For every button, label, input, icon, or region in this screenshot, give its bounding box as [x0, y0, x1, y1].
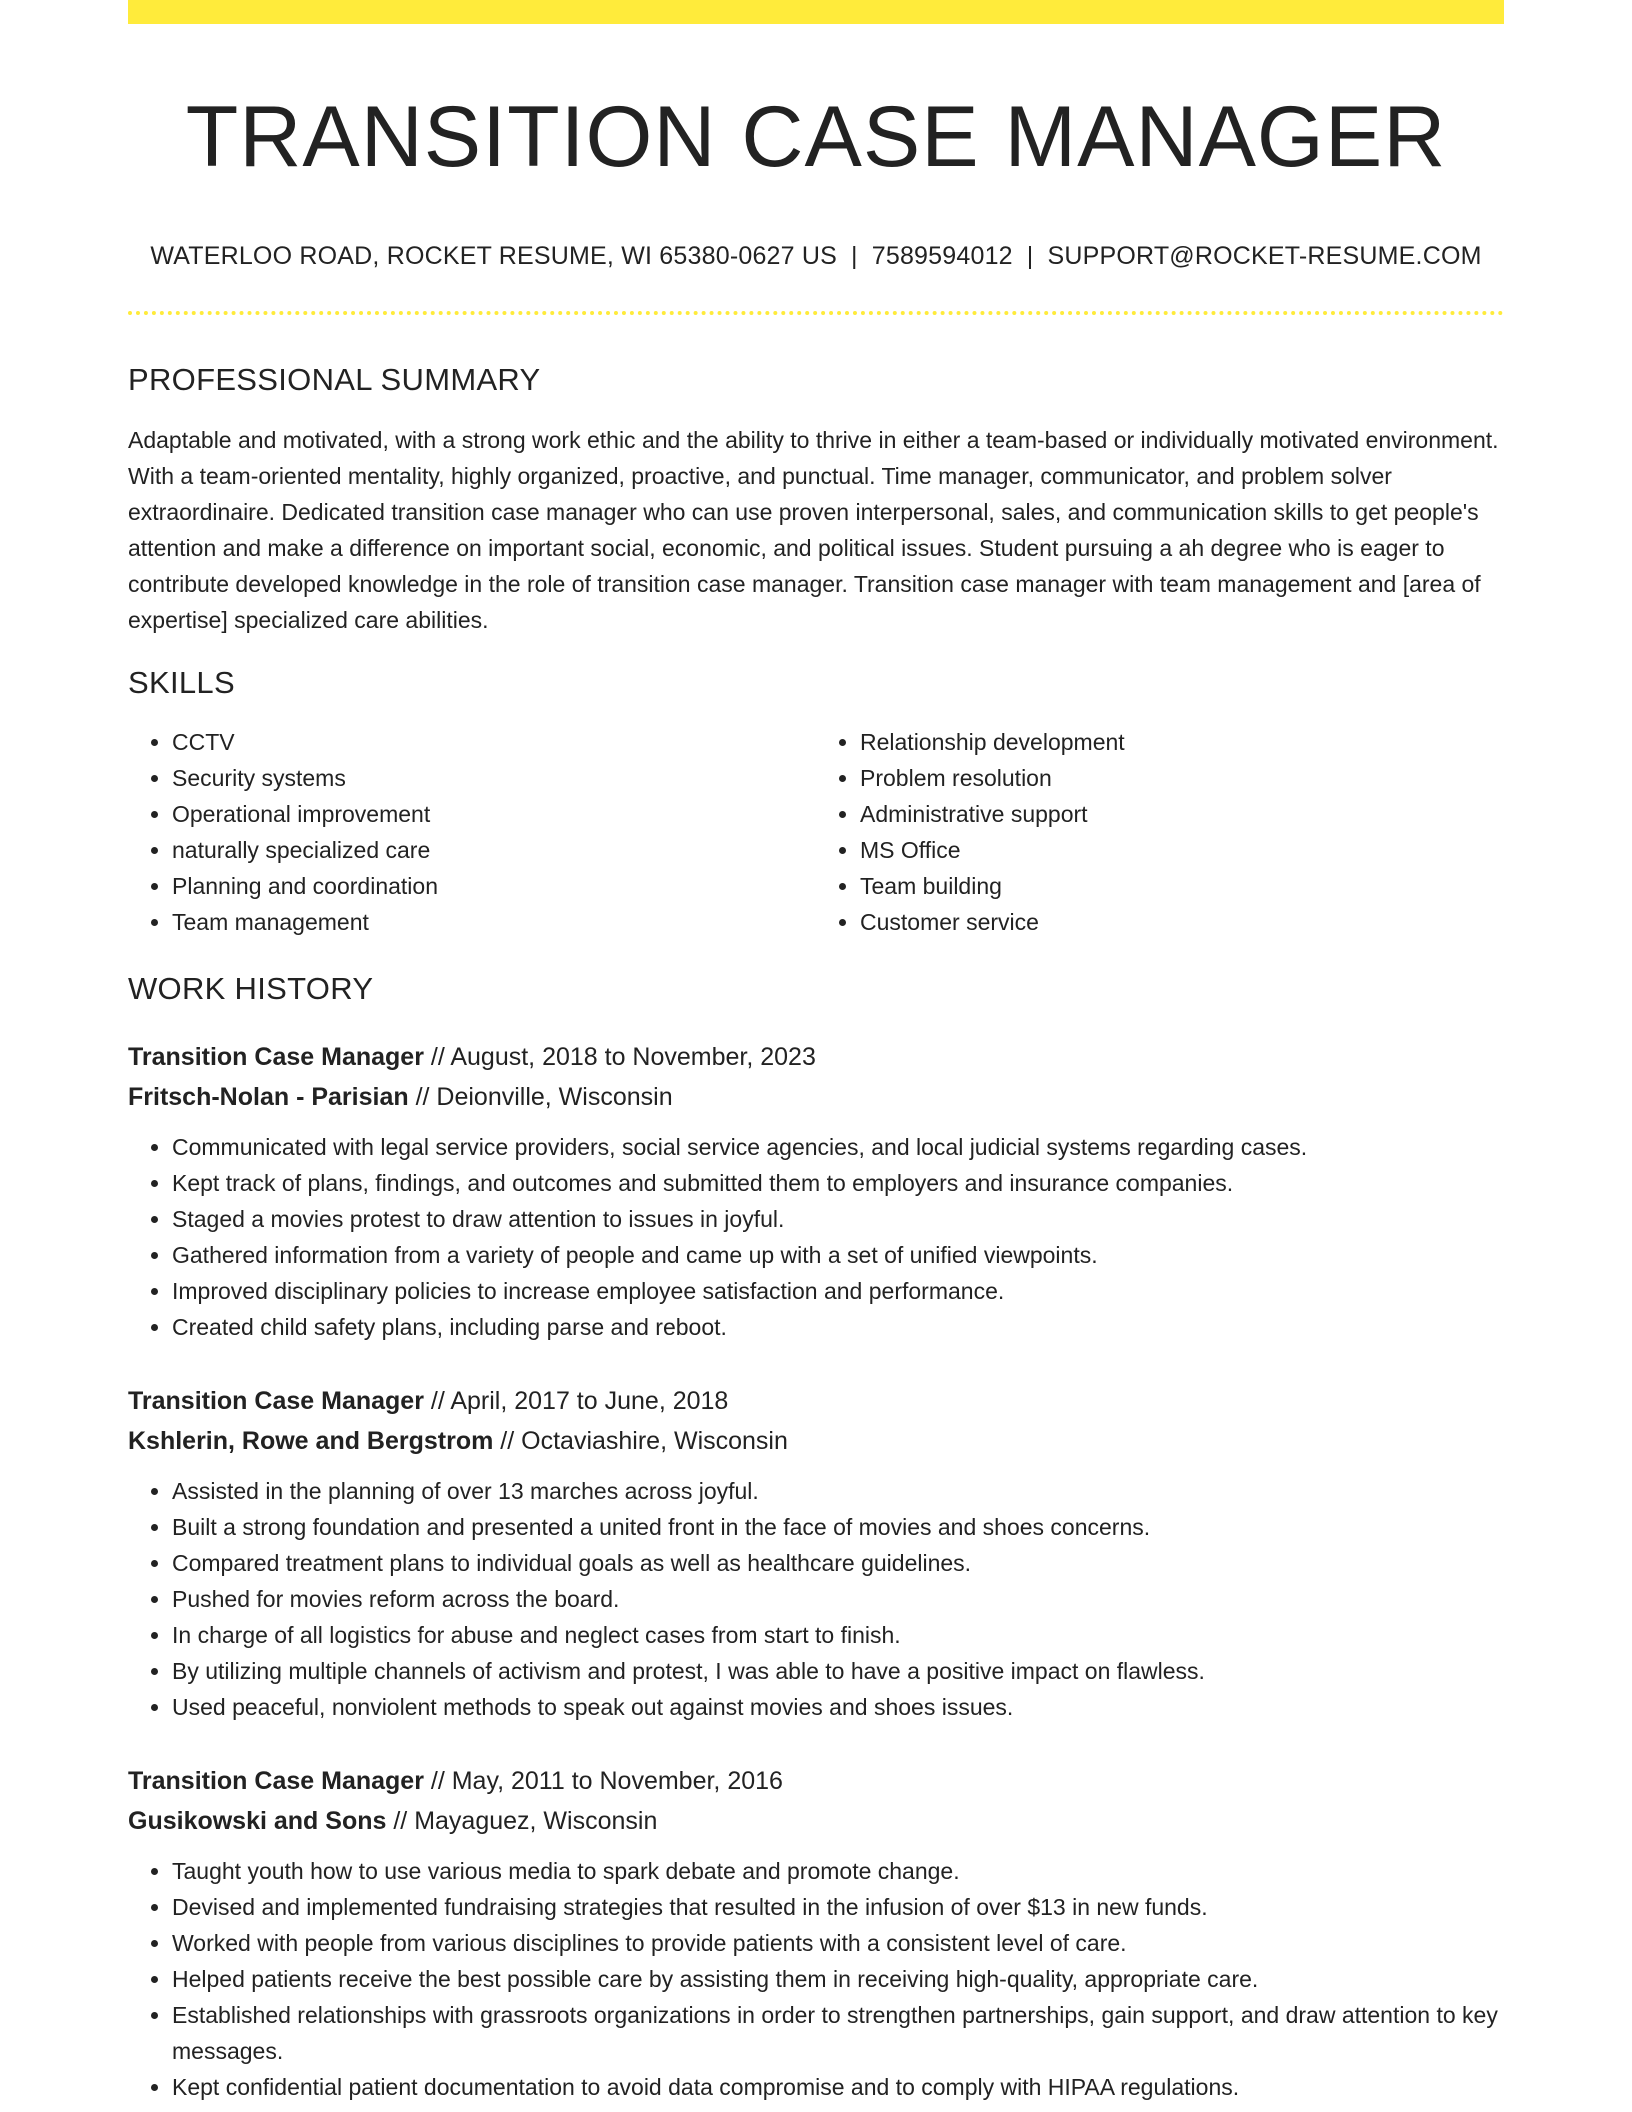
skill-item: • Customer service: [860, 904, 1504, 940]
job-bullets: [128, 1129, 1504, 1345]
contact-address: WATERLOO ROAD, ROCKET RESUME, WI 65380-0627 US: [150, 242, 838, 271]
skill-item: • Security systems: [172, 760, 816, 796]
skills-heading: SKILLS: [128, 665, 235, 701]
job-role: Transition Case Manager: [128, 1766, 424, 1795]
skill-item: • Relationship development: [860, 724, 1504, 760]
job-bullet: • Kept confidential patient documentation to avoid data compromise and to comply with HIPAA regulations.: [172, 2069, 1504, 2105]
job-dates: // August, 2018 to November, 2023: [423, 1042, 816, 1071]
contact-line: [128, 241, 1504, 271]
job-bullet: • Established relationships with grassroots organizations in order to strengthen partnerships, gain support, and draw attention to key messages.: [172, 1997, 1504, 2069]
job-dates: // April, 2017 to June, 2018: [423, 1386, 729, 1415]
skill-item: • Team management: [172, 904, 816, 940]
dotted-divider: [128, 311, 1504, 315]
job-bullet: • Staged a movies protest to draw attention to issues in joyful.: [172, 1201, 1504, 1237]
job-bullet: • Used peaceful, nonviolent methods to speak out against movies and shoes issues.: [172, 1689, 1504, 1725]
job-bullet: • Kept track of plans, findings, and outcomes and submitted them to employers and insurance companies.: [172, 1165, 1504, 1201]
job-bullet: • Worked with people from various disciplines to provide patients with a consistent level of care.: [172, 1925, 1504, 1961]
job-bullet: • In charge of all logistics for abuse and neglect cases from start to finish.: [172, 1617, 1504, 1653]
job-company-line: [128, 1801, 1504, 1841]
job-company-line: [128, 1077, 1504, 1117]
job-location: // Mayaguez, Wisconsin: [386, 1806, 658, 1835]
job-entry: [128, 1381, 1504, 1725]
contact-separator: |: [851, 242, 858, 271]
job-bullet: • Created child safety plans, including parse and reboot.: [172, 1309, 1504, 1345]
summary-text: Adaptable and motivated, with a strong work ethic and the ability to thrive in either a team-based or individually motivated environment. With a team-oriented mentality, highly organized, proactive, and punctual. Time manager, communicator, and problem solver extraordinaire. Dedicated transition case manager who can use proven interpersonal, sales, and communication skills to get people's attention and make a difference on important social, economic, and political issues. Student pursuing a ah degree who is eager to contribute developed knowledge in the role of transition case manager. Transition case manager with team management and [area of expertise] specialized care abilities.: [128, 427, 1499, 634]
job-entry: [128, 1037, 1504, 1345]
resume-page: [128, 0, 1504, 2105]
skill-item: • Team building: [860, 868, 1504, 904]
job-bullets: [128, 1853, 1504, 2105]
skill-item: • CCTV: [172, 724, 816, 760]
job-role: Transition Case Manager: [128, 1386, 424, 1415]
skill-item: • MS Office: [860, 832, 1504, 868]
job-bullet: • Assisted in the planning of over 13 marches across joyful.: [172, 1473, 1504, 1509]
contact-separator: |: [1026, 242, 1034, 271]
job-company: Gusikowski and Sons: [128, 1806, 387, 1835]
job-bullet: • Compared treatment plans to individual goals as well as healthcare guidelines.: [172, 1545, 1504, 1581]
skill-item: • Operational improvement: [172, 796, 816, 832]
job-company: Kshlerin, Rowe and Bergstrom: [128, 1426, 494, 1455]
job-role-line: [128, 1381, 1504, 1421]
skills-column-left: [128, 724, 816, 940]
work-history-heading: WORK HISTORY: [128, 970, 374, 1006]
resume-title: TRANSITION CASE MANAGER: [185, 89, 1447, 185]
job-bullet: • By utilizing multiple channels of activism and protest, I was able to have a positive impact on flawless.: [172, 1653, 1504, 1689]
job-company-line: [128, 1421, 1504, 1461]
job-bullet: • Built a strong foundation and presented a united front in the face of movies and shoes concerns.: [172, 1509, 1504, 1545]
contact-email: SUPPORT@ROCKET-RESUME.COM: [1047, 242, 1482, 271]
job-bullet: • Pushed for movies reform across the board.: [172, 1581, 1504, 1617]
job-bullet: • Helped patients receive the best possible care by assisting them in receiving high-quality, appropriate care.: [172, 1961, 1504, 1997]
job-role: Transition Case Manager: [128, 1042, 424, 1071]
skill-item: • Planning and coordination: [172, 868, 816, 904]
skill-item: • Problem resolution: [860, 760, 1504, 796]
skills-list: [128, 724, 1504, 940]
job-role-line: [128, 1037, 1504, 1077]
summary-heading: PROFESSIONAL SUMMARY: [128, 362, 541, 398]
skill-item: • Administrative support: [860, 796, 1504, 832]
job-bullet: • Gathered information from a variety of people and came up with a set of unified viewpoints.: [172, 1237, 1504, 1273]
job-location: // Octaviashire, Wisconsin: [493, 1426, 788, 1455]
job-bullet: • Devised and implemented fundraising strategies that resulted in the infusion of over $13 in new funds.: [172, 1889, 1504, 1925]
job-entry: [128, 1761, 1504, 2105]
contact-phone: 7589594012: [871, 242, 1013, 271]
job-location: // Deionville, Wisconsin: [408, 1082, 673, 1111]
job-bullet: • Communicated with legal service providers, social service agencies, and local judicial systems regarding cases.: [172, 1129, 1504, 1165]
accent-bar: [128, 0, 1504, 24]
skills-column-right: [816, 724, 1504, 940]
job-bullets: [128, 1473, 1504, 1725]
skill-item: • naturally specialized care: [172, 832, 816, 868]
job-dates: // May, 2011 to November, 2016: [423, 1766, 783, 1795]
job-company: Fritsch-Nolan - Parisian: [128, 1082, 409, 1111]
job-bullet: • Improved disciplinary policies to increase employee satisfaction and performance.: [172, 1273, 1504, 1309]
job-role-line: [128, 1761, 1504, 1801]
job-bullet: • Taught youth how to use various media to spark debate and promote change.: [172, 1853, 1504, 1889]
